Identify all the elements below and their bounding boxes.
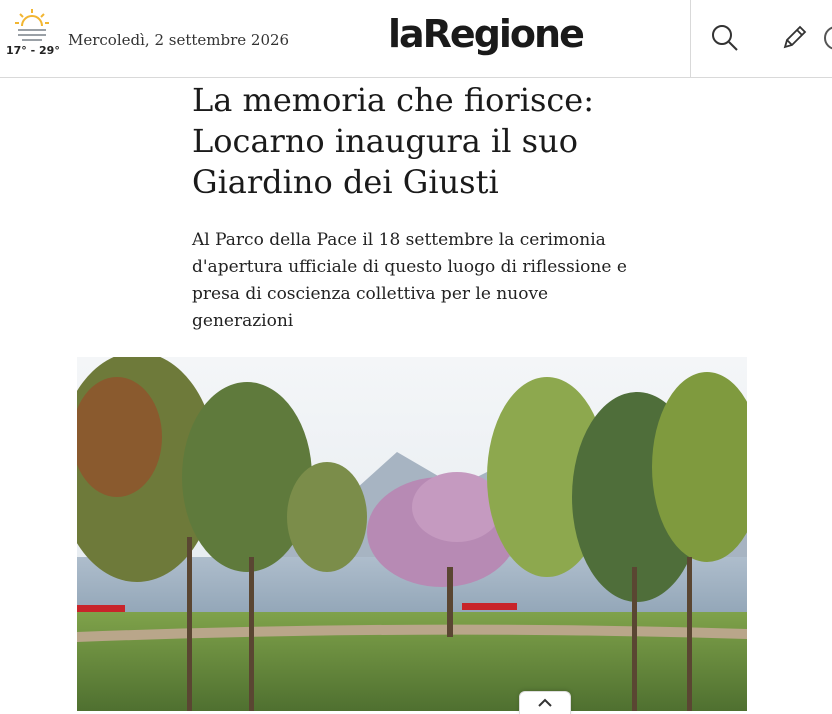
park-photo-illustration	[77, 357, 747, 711]
article-title: La memoria che fiorisce: Locarno inaugura il suo Giardino dei Giusti	[192, 81, 595, 201]
write-button[interactable]	[776, 20, 812, 56]
temperature-range: 17° - 29°	[6, 44, 60, 57]
search-button[interactable]	[707, 20, 743, 56]
bottom-bar	[747, 706, 832, 711]
header-divider	[690, 0, 691, 77]
search-icon	[710, 23, 740, 53]
account-icon[interactable]	[824, 26, 832, 50]
chevron-up-icon	[537, 698, 553, 708]
sun-fog-icon	[14, 8, 50, 42]
site-logo[interactable]: laRegione	[388, 12, 583, 56]
pencil-icon	[779, 23, 809, 53]
weather-widget[interactable]	[6, 8, 58, 57]
current-date: Mercoledì, 2 settembre 2026	[68, 31, 290, 49]
site-header	[0, 0, 832, 78]
article-lead: Al Parco della Pace il 18 settembre la cerimonia d'apertura ufficiale di questo luogo di riflessione e presa di coscienza collettiva per le nuove generazioni	[192, 230, 627, 331]
article-photo	[77, 357, 747, 711]
